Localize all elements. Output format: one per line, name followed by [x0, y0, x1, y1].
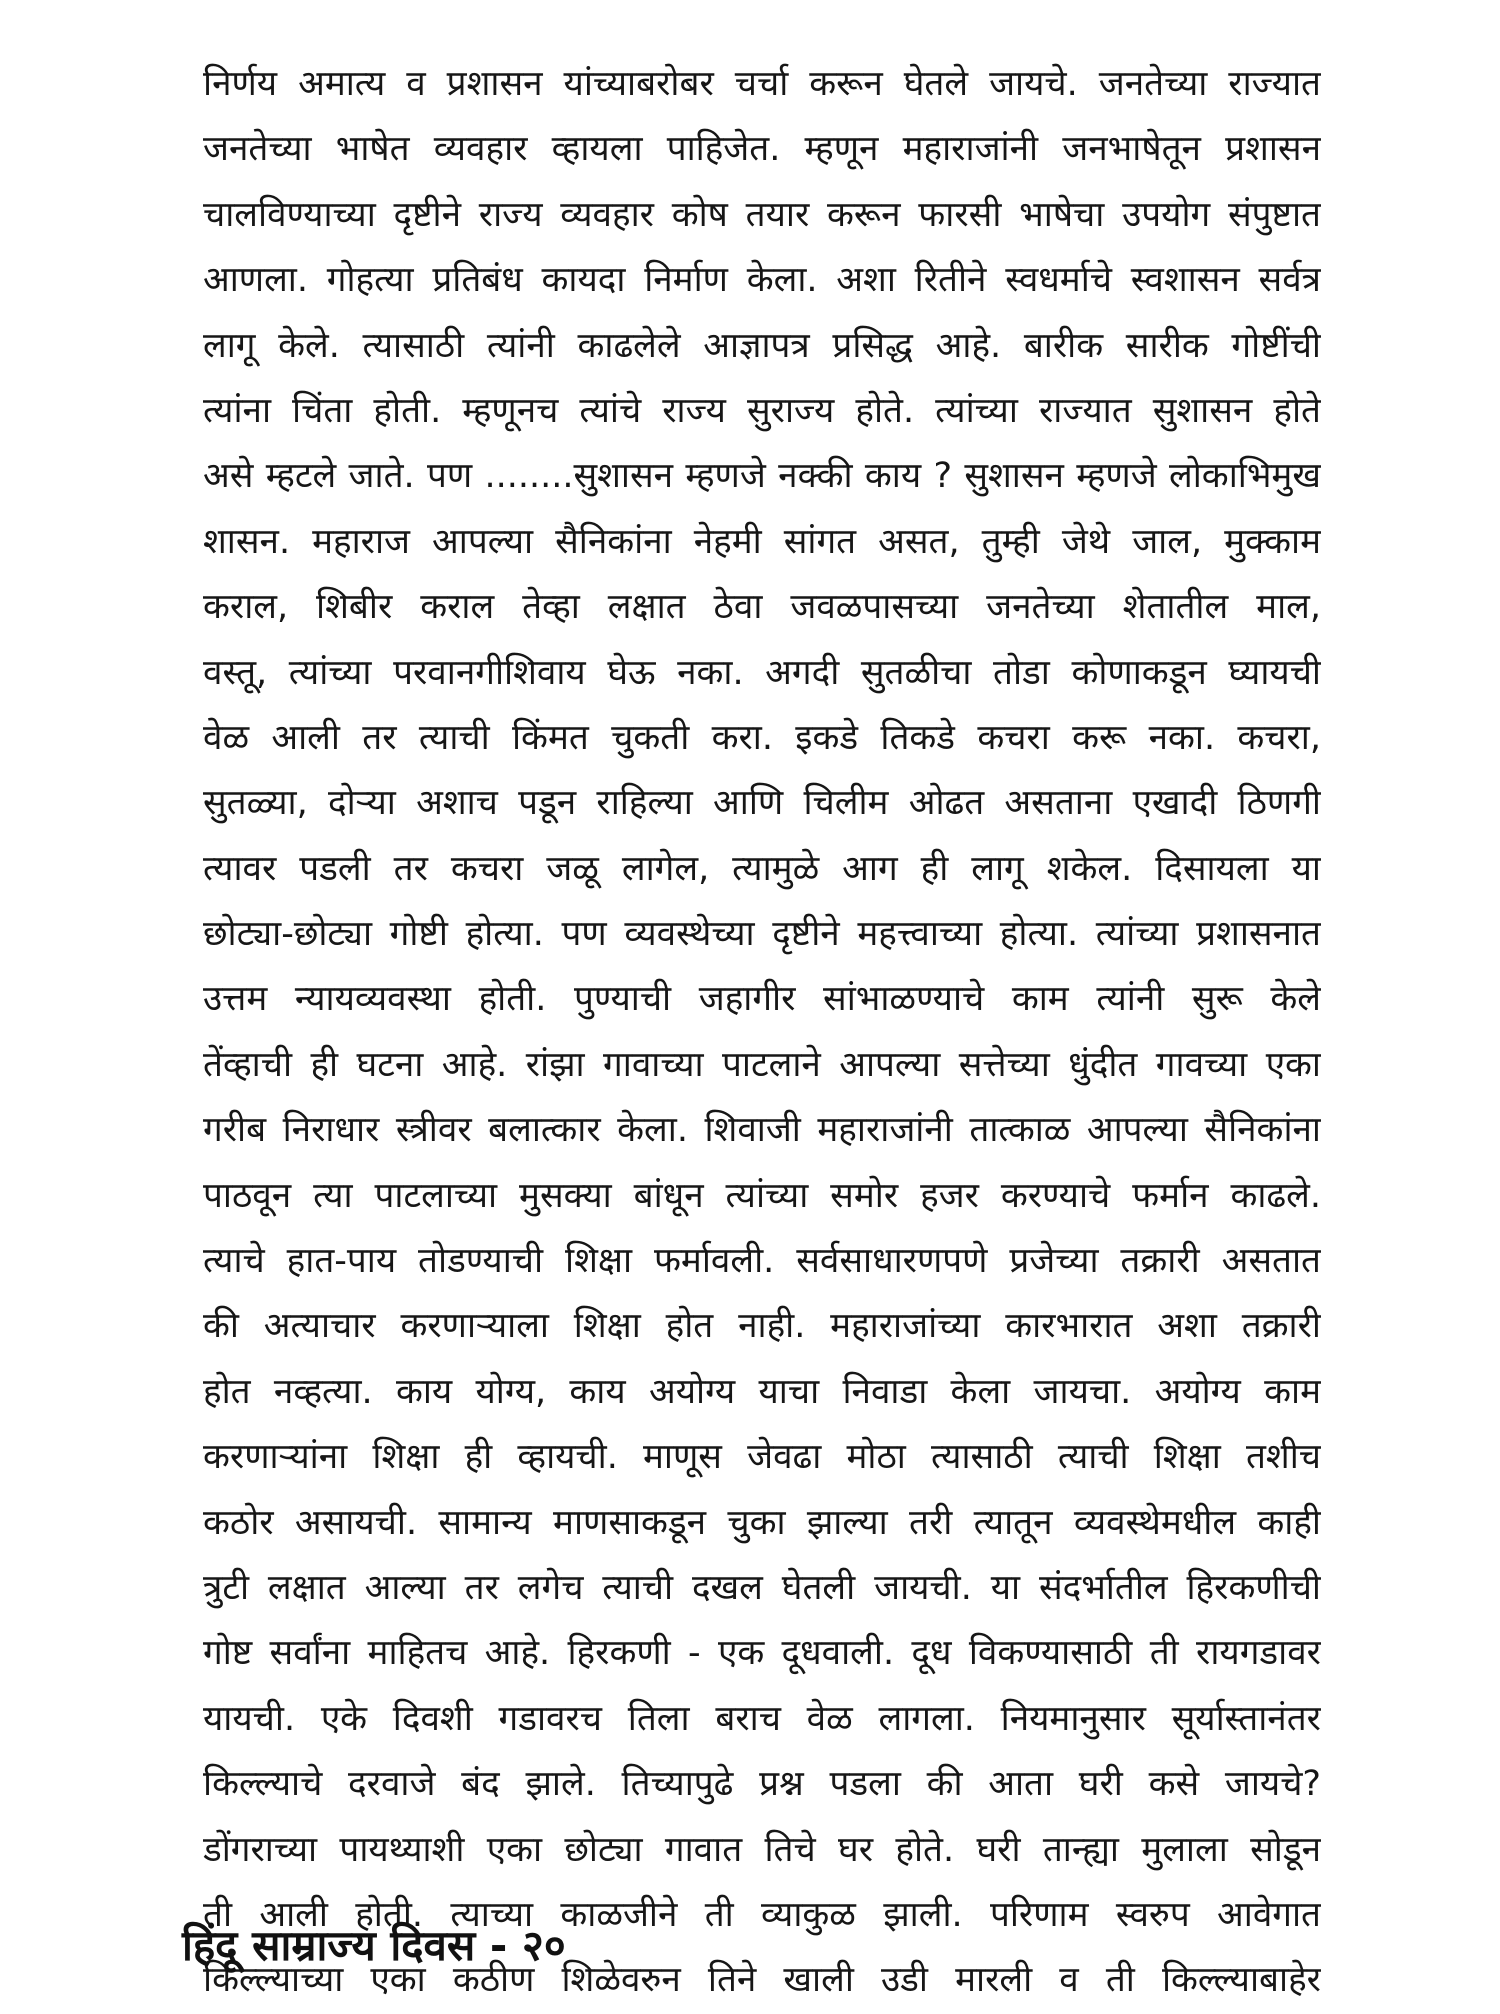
text-line: ती आली होती. त्याच्या काळजीने ती व्याकुळ झाली. परिणाम स्वरुप आवेगात [203, 1894, 1321, 1935]
text-line: डोंगराच्या पायथ्याशी एका छोट्या गावात तिचे घर होते. घरी तान्ह्या मुलाला सोडून [203, 1829, 1321, 1870]
text-line: त्रुटी लक्षात आल्या तर लगेच त्याची दखल घेतली जायची. या संदर्भातील हिरकणीची [203, 1567, 1321, 1608]
text-line: कराल, शिबीर कराल तेव्हा लक्षात ठेवा जवळपासच्या जनतेच्या शेतातील माल, [203, 587, 1321, 628]
text-line: सुतळ्या, दोऱ्या अशाच पडून राहिल्या आणि चिलीम ओढत असताना एखादी ठिणगी [203, 783, 1321, 824]
text-line: त्यांना चिंता होती. म्हणूनच त्यांचे राज्य सुराज्य होते. त्यांच्या राज्यात सुशासन होते [203, 390, 1321, 431]
page-footer: हिंदू साम्राज्य दिवस - २० [182, 1921, 566, 1970]
text-line: शासन. महाराज आपल्या सैनिकांना नेहमी सांगत असत, तुम्ही जेथे जाल, मुक्काम [203, 521, 1321, 562]
text-line: असे म्हटले जाते. पण ........सुशासन म्हणजे नक्की काय ? सुशासन म्हणजे लोकाभिमुख [203, 456, 1321, 497]
text-line: वस्तू, त्यांच्या परवानगीशिवाय घेऊ नका. अगदी सुतळीचा तोडा कोणाकडून घ्यायची [203, 652, 1321, 693]
text-line: वेळ आली तर त्याची किंमत चुकती करा. इकडे तिकडे कचरा करू नका. कचरा, [203, 717, 1321, 758]
body-text [203, 52, 1321, 2014]
text-line: किल्ल्याचे दरवाजे बंद झाले. तिच्यापुढे प्रश्न पडला की आता घरी कसे जायचे? [203, 1764, 1321, 1805]
text-line: कठोर असायची. सामान्य माणसाकडून चुका झाल्या तरी त्यातून व्यवस्थेमधील काही [203, 1502, 1321, 1543]
text-line: त्याचे हात-पाय तोडण्याची शिक्षा फर्मावली. सर्वसाधारणपणे प्रजेच्या तक्रारी असतात [203, 1241, 1321, 1282]
text-line: चालविण्याच्या दृष्टीने राज्य व्यवहार कोष तयार करून फारसी भाषेचा उपयोग संपुष्टात [203, 194, 1321, 235]
text-line: त्यावर पडली तर कचरा जळू लागेल, त्यामुळे आग ही लागू शकेल. दिसायला या [203, 848, 1321, 889]
text-line: गोष्ट सर्वांना माहितच आहे. हिरकणी - एक दूधवाली. दूध विकण्यासाठी ती रायगडावर [203, 1633, 1321, 1674]
text-line: आणला. गोहत्या प्रतिबंध कायदा निर्माण केला. अशा रितीने स्वधर्माचे स्वशासन सर्वत्र [203, 260, 1321, 301]
text-line: की अत्याचार करणाऱ्याला शिक्षा होत नाही. महाराजांच्या कारभारात अशा तक्रारी [203, 1306, 1321, 1347]
text-line: गरीब निराधार स्त्रीवर बलात्कार केला. शिवाजी महाराजांनी तात्काळ आपल्या सैनिकांना [203, 1110, 1321, 1151]
text-line: उत्तम न्यायव्यवस्था होती. पुण्याची जहागीर सांभाळण्याचे काम त्यांनी सुरू केले [203, 979, 1321, 1020]
text-line: लागू केले. त्यासाठी त्यांनी काढलेले आज्ञापत्र प्रसिद्ध आहे. बारीक सारीक गोष्टींची [203, 325, 1321, 366]
text-line: किल्ल्याच्या एका कठीण शिळेवरुन तिने खाली उडी मारली व ती किल्ल्याबाहेर [203, 1960, 1321, 2001]
text-line: करणाऱ्यांना शिक्षा ही व्हायची. माणूस जेवढा मोठा त्यासाठी त्याची शिक्षा तशीच [203, 1437, 1321, 1478]
text-line: तेंव्हाची ही घटना आहे. रांझा गावाच्या पाटलाने आपल्या सत्तेच्या धुंदीत गावच्या एका [203, 1044, 1321, 1085]
text-line: पाठवून त्या पाटलाच्या मुसक्या बांधून त्यांच्या समोर हजर करण्याचे फर्मान काढले. [203, 1175, 1321, 1216]
text-line: निर्णय अमात्य व प्रशासन यांच्याबरोबर चर्चा करून घेतले जायचे. जनतेच्या राज्यात [203, 64, 1321, 104]
text-line: होत नव्हत्या. काय योग्य, काय अयोग्य याचा निवाडा केला जायचा. अयोग्य काम [203, 1371, 1321, 1412]
text-line: यायची. एके दिवशी गडावरच तिला बराच वेळ लागला. नियमानुसार सूर्यास्तानंतर [203, 1698, 1321, 1739]
text-line: छोट्या-छोट्या गोष्टी होत्या. पण व्यवस्थेच्या दृष्टीने महत्त्वाच्या होत्या. त्यांच्या प्रशासनात [203, 914, 1321, 955]
text-line: जनतेच्या भाषेत व्यवहार व्हायला पाहिजेत. म्हणून महाराजांनी जनभाषेतून प्रशासन [203, 129, 1321, 170]
